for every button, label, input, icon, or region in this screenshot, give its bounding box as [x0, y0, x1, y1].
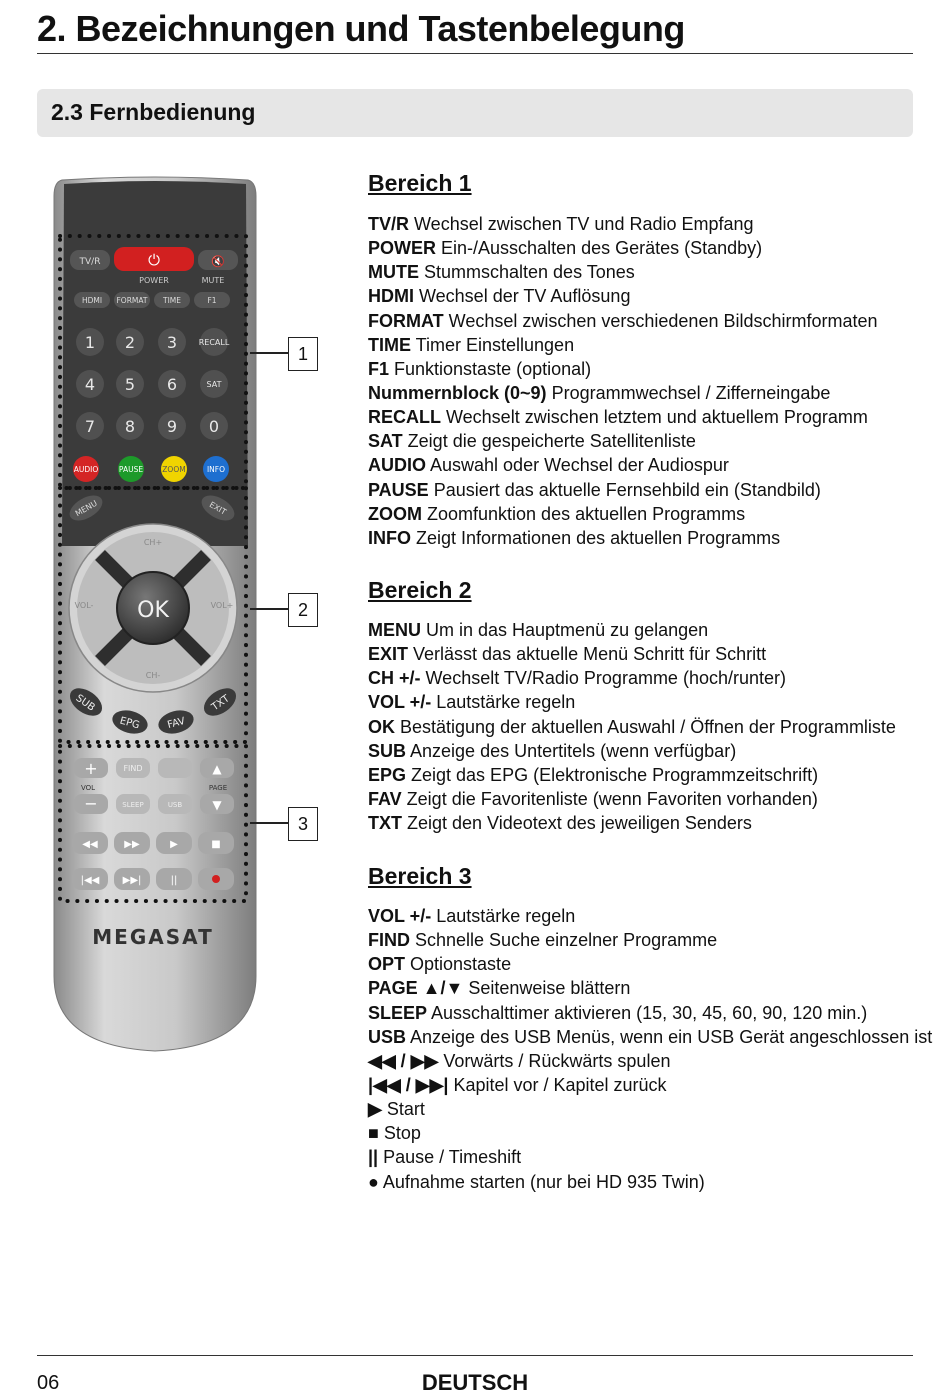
key-description: Pause / Timeshift	[378, 1147, 522, 1168]
key-description: Start	[381, 1099, 425, 1120]
key-name: ●	[368, 1171, 379, 1192]
key-name: Nummernblock (0~9)	[368, 382, 547, 403]
key-name: OPT	[368, 954, 406, 975]
key-description: Zeigt die gespeicherte Satellitenliste	[402, 431, 696, 452]
remote-label-vol-plus: VOL+	[210, 601, 234, 610]
page-number: 06	[37, 1372, 60, 1394]
key-name: MENU	[368, 620, 421, 640]
remote-label-format: FORMAT	[116, 296, 148, 305]
key-description: Stummschalten des Tones	[419, 262, 635, 283]
remote-label-f1: F1	[207, 296, 217, 305]
key-name: VOL +/-	[368, 692, 432, 713]
remote-key-prev: |◀◀	[80, 875, 100, 886]
section-1-list	[368, 212, 928, 550]
key-description: Schnelle Suche einzelner Programme	[410, 930, 718, 951]
remote-key-info: INFO	[206, 465, 226, 474]
remote-label-vol: VOL	[80, 784, 96, 792]
page-title: 2. Bezeichnungen und Tastenbelegung	[37, 8, 685, 49]
key-description: Anzeige des Untertitels (wenn verfügbar)	[406, 740, 737, 761]
remote-key-pause: PAUSE	[118, 465, 144, 474]
remote-key-vol-down: −	[84, 794, 98, 813]
section-3-line	[368, 1025, 933, 1049]
key-description: Zeigt Informationen des aktuellen Programms	[411, 527, 781, 548]
remote-key-5: 5	[124, 375, 136, 394]
section-3-line	[368, 976, 928, 1000]
footer-language: DEUTSCH	[421, 1370, 529, 1395]
callout-2-leader	[250, 608, 288, 610]
key-description: Wechselt TV/Radio Programme (hoch/runter)	[420, 668, 786, 689]
section-1-line	[368, 212, 928, 236]
key-description: Anzeige des USB Menüs, wenn ein USB Gerät angeschlossen ist	[406, 1026, 933, 1047]
remote-power-symbol: ⏻	[148, 251, 160, 269]
callout-2: 2	[288, 593, 318, 627]
section-1-line	[368, 405, 928, 429]
remote-key-forward: ▶▶	[124, 839, 140, 850]
key-name: |◀◀ / ▶▶|	[368, 1074, 449, 1095]
section-3-line	[368, 928, 928, 952]
key-name: FIND	[368, 930, 410, 951]
remote-key-find: FIND	[123, 764, 143, 773]
remote-key-6: 6	[166, 375, 178, 394]
callout-1-leader	[250, 352, 288, 354]
key-name: MUTE	[368, 262, 419, 283]
remote-label-time: TIME	[162, 296, 182, 305]
remote-key-sat: SAT	[206, 380, 222, 389]
section-1-line	[368, 502, 928, 526]
key-name: EPG	[368, 764, 407, 785]
key-description: Kapitel vor / Kapitel zurück	[448, 1074, 667, 1095]
remote-key-record	[212, 875, 220, 883]
key-name: INFO	[368, 527, 411, 548]
remote-label-ch-plus: CH+	[143, 538, 163, 547]
key-description: Wechselt zwischen letztem und aktuellem Programm	[441, 407, 868, 428]
key-description: Lautstärke regeln	[431, 906, 576, 926]
key-description: Wechsel zwischen TV und Radio Empfang	[409, 214, 754, 234]
section-1-title: Bereich 1	[368, 170, 472, 196]
key-name: AUDIO	[368, 455, 426, 476]
section-2-list	[368, 618, 928, 835]
remote-key-play: ▶	[170, 839, 178, 850]
key-name: SLEEP	[368, 1002, 428, 1023]
remote-key-fav: FAV	[166, 715, 187, 732]
key-name: ▶	[368, 1099, 382, 1120]
key-name: PAGE ▲/▼	[368, 978, 464, 999]
callout-3: 3	[288, 807, 318, 841]
section-3-line	[368, 904, 928, 928]
remote-label-hdmi: HDMI	[81, 296, 103, 305]
key-description: Ein-/Ausschalten des Gerätes (Standby)	[436, 238, 763, 259]
key-name: EXIT	[368, 644, 409, 665]
section-header: 2.3 Fernbedienung	[51, 99, 256, 125]
remote-brand-logo: MEGASAT	[92, 925, 214, 949]
remote-key-sleep: SLEEP	[122, 801, 144, 809]
section-2-line	[368, 618, 928, 642]
remote-key-pause-ts: ||	[170, 875, 178, 886]
key-name: RECALL	[368, 407, 441, 428]
remote-label-tvr: TV/R	[79, 257, 101, 267]
key-description: Auswahl oder Wechsel der Audiospur	[426, 455, 729, 476]
remote-mute-symbol: 🔇	[211, 255, 225, 268]
remote-key-page-up: ▲	[212, 762, 222, 776]
key-name: F1	[368, 358, 390, 379]
section-2-line	[368, 642, 928, 666]
key-description: Zeigt das EPG (Elektronische Programmzeitschrift)	[406, 764, 819, 785]
remote-key-vol-up: +	[84, 759, 98, 778]
section-2-line	[368, 787, 928, 811]
section-2-line	[368, 715, 928, 739]
key-name: HDMI	[368, 286, 414, 307]
remote-key-sub: SUB	[73, 692, 97, 714]
section-2-line	[368, 811, 928, 835]
key-name: ◀◀ / ▶▶	[368, 1050, 439, 1071]
key-description: Aufnahme starten (nur bei HD 935 Twin)	[378, 1171, 705, 1192]
remote-key-3: 3	[166, 333, 178, 352]
remote-key-8: 8	[124, 417, 136, 436]
remote-label-page: PAGE	[208, 784, 228, 792]
remote-key-zoom: ZOOM	[162, 465, 186, 474]
key-name: SAT	[368, 431, 403, 452]
remote-key-stop: ■	[211, 839, 221, 850]
key-name: TV/R	[368, 214, 410, 234]
key-name: FORMAT	[368, 310, 444, 331]
remote-key-rewind: ◀◀	[82, 839, 98, 850]
section-1-line	[368, 478, 928, 502]
section-1-line	[368, 357, 928, 381]
section-1-line	[368, 260, 928, 284]
remote-key-exit: EXIT	[207, 500, 228, 517]
remote-key-page-down: ▼	[212, 798, 222, 812]
section-1-line	[368, 284, 928, 308]
key-name: USB	[368, 1026, 407, 1047]
remote-key-usb: USB	[167, 801, 183, 809]
footer-rule	[37, 1355, 913, 1356]
key-description: Funktionstaste (optional)	[389, 358, 592, 379]
remote-key-ok: OK	[137, 598, 169, 623]
key-description: Optionstaste	[405, 954, 512, 975]
key-description: Zeigt die Favoritenliste (wenn Favoriten vorhanden)	[401, 788, 818, 809]
section-2-line	[368, 739, 928, 763]
key-description: Timer Einstellungen	[411, 334, 575, 355]
title-rule	[37, 53, 913, 54]
section-3-line	[368, 1049, 928, 1073]
key-description: Lautstärke regeln	[431, 692, 576, 713]
section-2-title: Bereich 2	[368, 577, 472, 603]
section-2-line	[368, 690, 928, 714]
section-header-bar	[37, 89, 913, 137]
key-name: POWER	[368, 238, 437, 259]
key-name: OK	[368, 716, 395, 737]
key-description: Um in das Hauptmenü zu gelangen	[421, 620, 709, 640]
key-description: Zeigt den Videotext des jeweiligen Senders	[402, 813, 752, 834]
remote-key-audio: AUDIO	[73, 465, 99, 474]
section-2-line	[368, 763, 928, 787]
section-3-list	[368, 904, 933, 1194]
key-name: ||	[368, 1147, 379, 1168]
key-name: PAUSE	[368, 479, 429, 500]
key-description: Stop	[378, 1123, 421, 1144]
key-description: Programmwechsel / Zifferneingabe	[546, 382, 831, 403]
key-description: Seitenweise blättern	[463, 978, 631, 999]
key-description: Wechsel der TV Auflösung	[414, 286, 631, 307]
section-3-line	[368, 952, 928, 976]
remote-key-next: ▶▶|	[122, 875, 142, 886]
key-description: Pausiert das aktuelle Fernsehbild ein (Standbild)	[428, 479, 821, 500]
section-2-line	[368, 666, 928, 690]
section-1-line	[368, 333, 928, 357]
key-description: Bestätigung der aktuellen Auswahl / Öffnen der Programmliste	[395, 716, 896, 737]
remote-label-vol-minus: VOL-	[74, 601, 94, 610]
remote-key-2: 2	[124, 333, 136, 352]
remote-key-0: 0	[208, 417, 220, 436]
remote-key-7: 7	[84, 417, 96, 436]
section-1-line	[368, 236, 928, 260]
key-name: TIME	[368, 334, 411, 355]
section-1-line	[368, 429, 928, 453]
key-description: Verlässt das aktuelle Menü Schritt für Schritt	[408, 644, 767, 665]
remote-key-txt: TXT	[209, 693, 232, 714]
key-name: TXT	[368, 813, 402, 834]
key-name: FAV	[368, 788, 402, 809]
remote-key-menu: MENU	[73, 498, 99, 519]
section-1-line	[368, 309, 928, 333]
section-1-line	[368, 381, 928, 405]
section-3-line	[368, 1170, 928, 1194]
remote-key-9: 9	[166, 417, 178, 436]
key-name: VOL +/-	[368, 906, 432, 926]
key-description: Ausschalttimer aktivieren (15, 30, 45, 60, 90, 120 min.)	[427, 1002, 868, 1023]
key-name: ZOOM	[368, 503, 422, 524]
remote-key-1: 1	[84, 333, 96, 352]
remote-key-recall: RECALL	[198, 338, 230, 347]
section-3-line	[368, 1097, 928, 1121]
remote-key-epg: EPG	[118, 715, 141, 732]
key-description: Zoomfunktion des aktuellen Programms	[422, 503, 746, 524]
section-1-line	[368, 453, 928, 477]
callout-1: 1	[288, 337, 318, 371]
key-name: ■	[368, 1123, 379, 1144]
key-name: SUB	[368, 740, 407, 761]
section-3-title: Bereich 3	[368, 863, 472, 889]
section-1-line	[368, 526, 928, 550]
remote-key-4: 4	[84, 375, 96, 394]
section-3-line	[368, 1121, 928, 1145]
remote-label-ch-minus: CH-	[145, 671, 161, 680]
remote-control-illustration	[50, 176, 260, 1056]
remote-label-power: POWER	[139, 276, 169, 285]
section-3-line	[368, 1001, 928, 1025]
key-name: CH +/-	[368, 668, 421, 689]
section-3-line	[368, 1073, 928, 1097]
key-description: Vorwärts / Rückwärts spulen	[438, 1050, 671, 1071]
key-description: Wechsel zwischen verschiedenen Bildschirmformaten	[443, 310, 878, 331]
remote-label-mute: MUTE	[201, 276, 225, 285]
callout-3-leader	[250, 822, 288, 824]
section-3-line	[368, 1145, 928, 1169]
